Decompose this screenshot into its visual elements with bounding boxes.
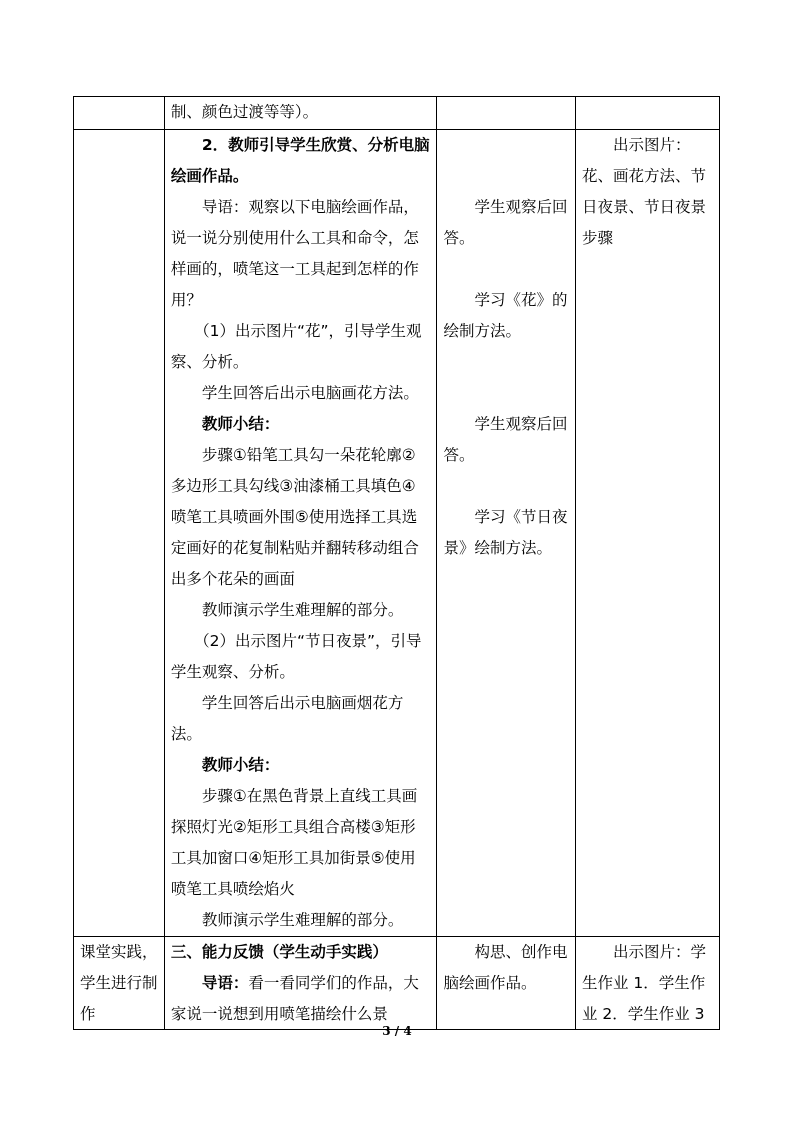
table-cell	[575, 97, 719, 130]
paragraph: （2）出示图片“节日夜景”，引导学生观察、分析。	[170, 632, 422, 681]
summary-label: 教师小结：	[201, 415, 280, 433]
media-cell	[575, 130, 719, 937]
paragraph: 教师演示学生难理解的部分。	[201, 601, 404, 619]
paragraph: （1）出示图片“花”，引导学生观察、分析。	[170, 322, 422, 371]
summary-label: 教师小结：	[201, 756, 280, 774]
paragraph: 学习《花》的绘制方法。	[443, 291, 568, 340]
paragraph: 步骤①铅笔工具勾一朵花轮廓②多边形工具勾线③油漆桶工具填色④喷笔工具喷画外围⑤使用选择工具选定画好的花复制粘贴并翻转移动组合出多个花朵的画面	[170, 446, 419, 588]
paragraph: 步骤①在黑色背景上直线工具画探照灯光②矩形工具组合高楼③矩形工具加窗口④矩形工具加街景⑤使用喷笔工具喷绘焰火	[170, 787, 418, 898]
media-cell	[575, 937, 719, 1030]
paragraph: 学生回答后出示电脑画花方法。	[201, 384, 419, 402]
paragraph: 教师演示学生难理解的部分。	[201, 911, 404, 929]
student-activity-cell	[437, 130, 576, 937]
paragraph	[171, 968, 431, 1029]
paragraph: 学生观察后回答。	[443, 415, 568, 464]
paragraph: 构思、创作电脑绘画作品。	[443, 943, 568, 992]
paragraph: 出示图片：学生作业 1．学生作业 2．学生作业 3	[581, 943, 706, 1023]
teacher-activity-cell	[164, 130, 437, 937]
table-cell	[74, 97, 165, 130]
section-heading: 三、能力反馈（学生动手实践）	[170, 943, 388, 961]
paragraph: 学生观察后回答。	[443, 198, 568, 247]
guide-text: 看一看同学们的作品，大家说一说想到用喷笔描绘什么景	[170, 974, 419, 1023]
teacher-activity-cell	[164, 937, 437, 1030]
table-cell	[437, 97, 576, 130]
paragraph: 导语：观察以下电脑绘画作品，说一说分别使用什么工具和命令，怎样画的，喷笔这一工具起到怎样的作用？	[170, 198, 419, 309]
lesson-plan-table	[73, 96, 720, 1030]
paragraph: 课堂实践，学生进行制作	[80, 943, 158, 1023]
stage-cell	[74, 937, 165, 1030]
section-heading: 2．教师引导学生欣赏、分析电脑绘画作品。	[170, 136, 430, 185]
table-cell	[164, 97, 437, 130]
page-number: 3 / 4	[382, 1024, 412, 1038]
paragraph: 学生回答后出示电脑画烟花方法。	[170, 694, 404, 743]
paragraph: 出示图片：花、画花方法、节日夜景、节日夜景步骤	[581, 136, 706, 247]
table-row	[74, 130, 720, 937]
table-cell	[74, 130, 165, 937]
paragraph: 学习《节日夜景》绘制方法。	[443, 508, 568, 557]
student-activity-cell	[437, 937, 576, 1030]
guide-label: 导语：	[201, 974, 249, 992]
table-row	[74, 937, 720, 1030]
cell-text: 制、颜色过渡等等）。	[170, 103, 319, 121]
table-row	[74, 97, 720, 130]
